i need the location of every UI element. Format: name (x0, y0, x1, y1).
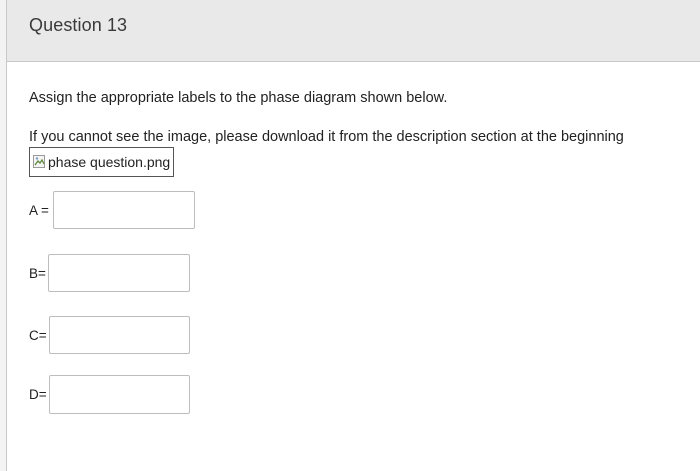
field-row-c (29, 316, 190, 354)
question-title: Question 13 (29, 15, 128, 35)
broken-image-icon (33, 155, 47, 169)
phase-image-label: phase question.png (48, 154, 171, 170)
field-label-d: D= (29, 387, 47, 402)
field-label-c: C= (29, 327, 47, 343)
answer-input-b[interactable] (48, 254, 190, 292)
question-content (6, 62, 700, 471)
field-row-b (29, 254, 190, 292)
field-label-b: B= (29, 265, 46, 281)
question-prompt: Assign the appropriate labels to the phase diagram shown below. (29, 90, 448, 106)
field-row-d (29, 375, 190, 414)
phase-image-link[interactable] (29, 147, 174, 177)
answer-input-d[interactable] (49, 375, 190, 414)
answer-input-c[interactable] (49, 316, 190, 354)
field-row-a (29, 191, 195, 229)
download-notice: If you cannot see the image, please download it from the description section at the beginning (29, 129, 624, 145)
answer-input-a[interactable] (53, 191, 195, 229)
question-header (6, 0, 700, 62)
field-label-a: A = (29, 202, 49, 218)
